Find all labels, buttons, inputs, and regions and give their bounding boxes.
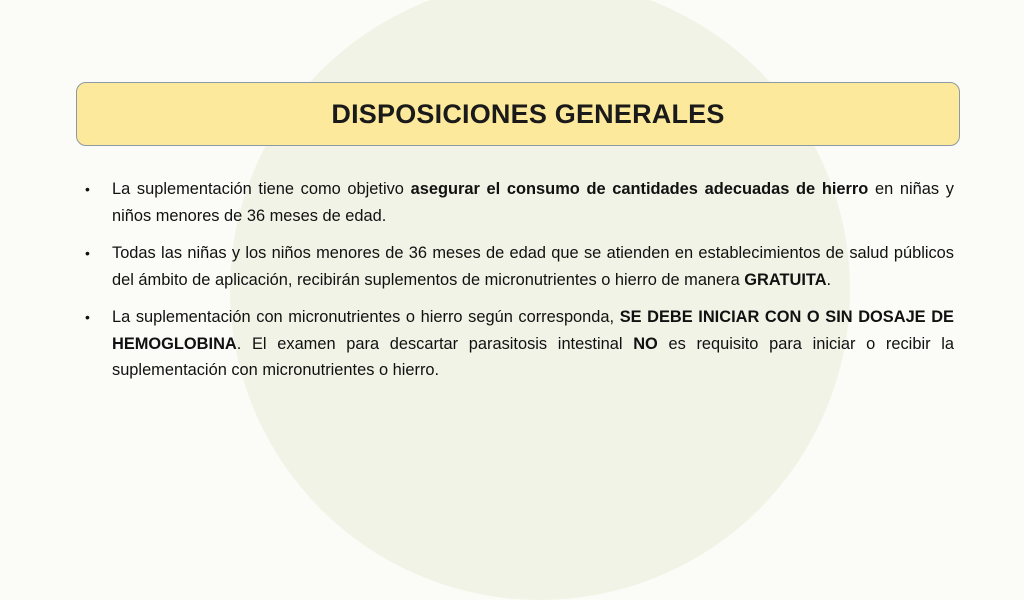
bullet-text-bold: SE DEBE INICIAR CON O SIN DOSAJE DE HEMOGLOBINA — [112, 308, 954, 353]
bullet-text: Todas las niñas y los niños menores de 36 meses de edad que se atienden en establecimientos de salud públicos del ámbito de aplicación, recibirán suplementos de micronutrientes o hierro de manera — [112, 244, 954, 289]
bullet-text: es requisito para iniciar o recibir la suplementación con micronutrientes o hierro. — [112, 334, 954, 379]
bullet-text: en niñas y niños menores de 36 meses de edad. — [112, 180, 954, 225]
bullet-item — [82, 240, 954, 293]
slide-title: DISPOSICIONES GENERALES — [331, 98, 725, 129]
bullet-item — [82, 304, 954, 384]
bullet-text-bold: NO — [633, 334, 658, 353]
bullet-item — [82, 176, 954, 229]
bullet-icon: • — [85, 309, 90, 325]
bullet-icon: • — [85, 245, 90, 261]
bullet-text-bold: asegurar el consumo de cantidades adecuadas de hierro — [410, 180, 869, 198]
bullet-list — [82, 176, 954, 395]
bullet-icon: • — [85, 181, 90, 197]
title-banner — [76, 82, 960, 146]
bullet-text: La suplementación con micronutrientes o hierro según corresponda, — [112, 308, 620, 326]
bullet-text: La suplementación tiene como objetivo — [112, 180, 411, 198]
bullet-text-bold: GRATUITA — [744, 270, 827, 289]
bullet-text: . El examen para descartar parasitosis intestinal — [236, 334, 634, 353]
bullet-text: . — [826, 270, 832, 289]
